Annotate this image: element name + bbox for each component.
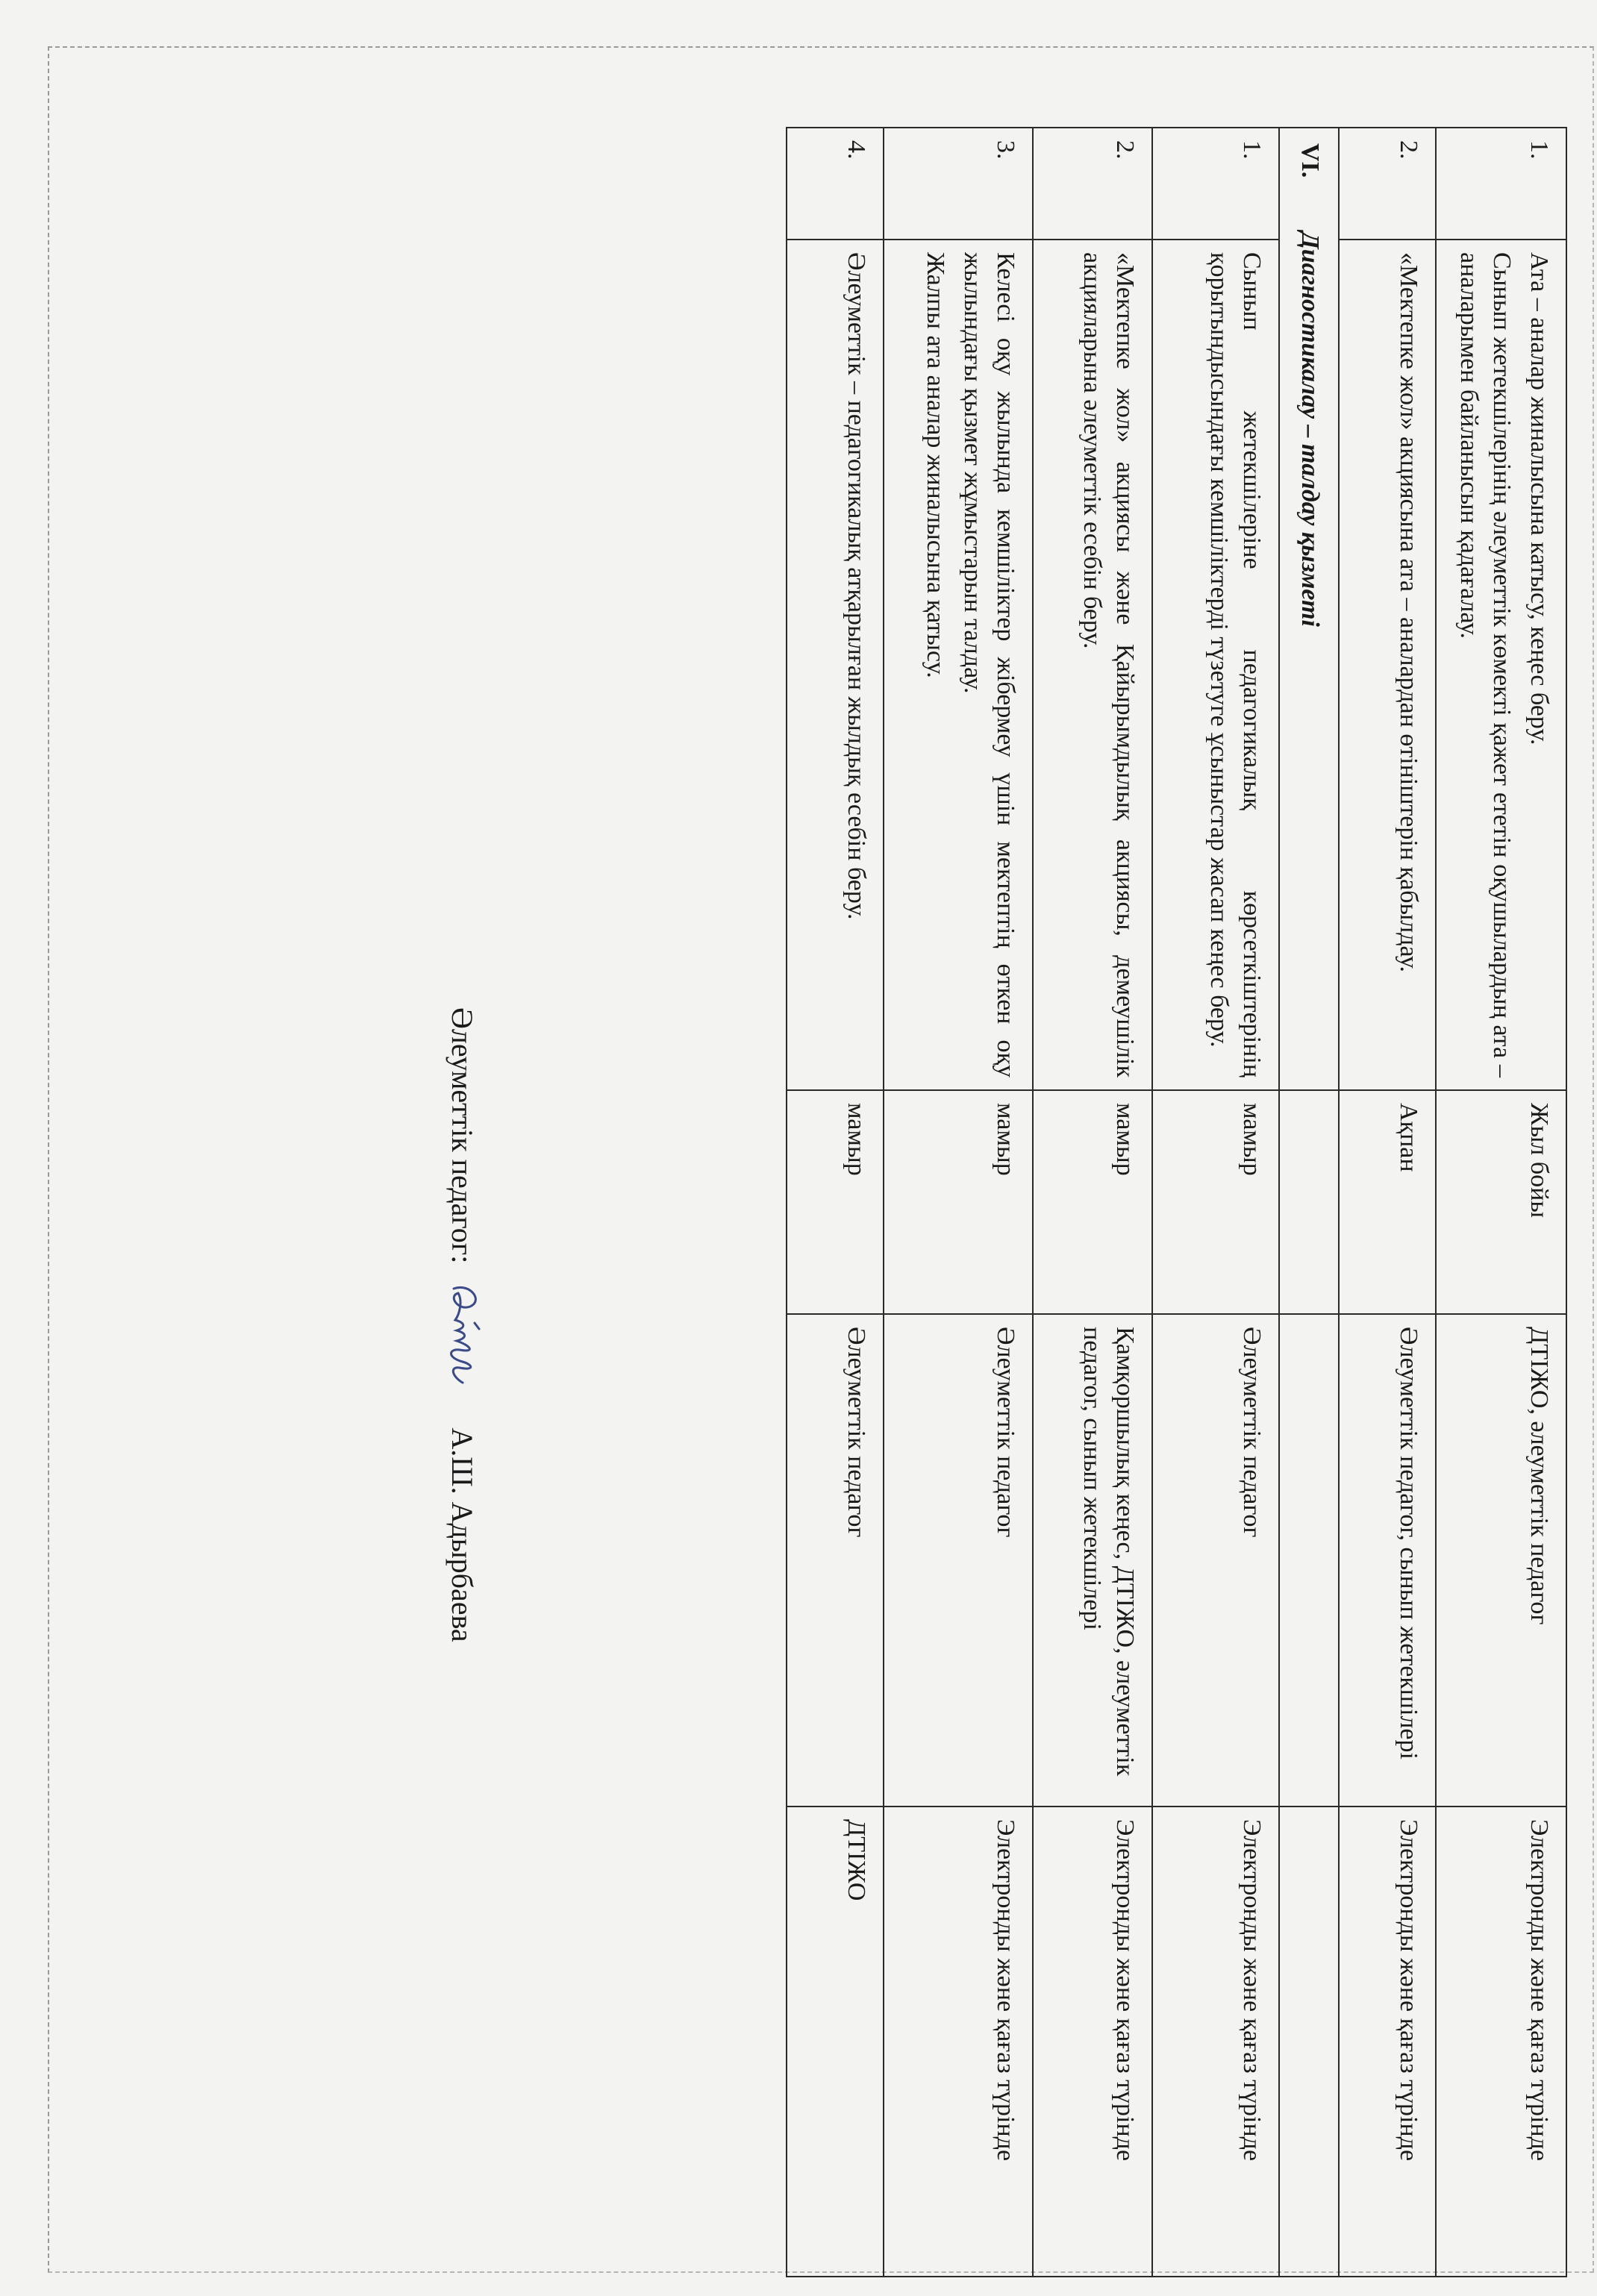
activity-line: «Мектепке жол» акциясына ата – аналардан өтініштерін қабылдау. [1395,252,1423,973]
activity-line: Сынып жетекшілерінің әлеуметтік көмекті қажет ететін оқушылардың ата – аналарымен байланысын қадағалау. [1454,252,1516,1077]
responsible-cell: Әлеуметтік педагог [1152,1314,1279,1807]
activity-cell [787,240,884,1090]
table-row [884,128,1033,2277]
form-cell: Электронды және қағаз түрінде [884,1807,1033,2277]
empty-cell [1279,1090,1339,1314]
row-number: 1. [1436,128,1566,240]
signer-role: Әлеуметтік педагог: [446,1007,480,1264]
responsible-cell: Әлеуметтік педагог, сынып жетекшілері [1339,1314,1436,1807]
empty-cell [1279,1314,1339,1807]
activity-line: Келесі оқу жылында кемшіліктер жібермеу үшін мектептің өткен оқу жылындағы қызмет жұмыстарын талдау. [959,252,1020,1077]
row-number: 3. [884,128,1033,240]
activity-line: Жалпы ата аналар жиналысына қатысу. [922,252,950,678]
section-header-row [1279,128,1339,2277]
responsible-cell: ДТІЖО, әлеуметтік педагог [1436,1314,1566,1807]
form-cell: Электронды және қағаз түрінде [1152,1807,1279,2277]
form-cell: Электронды және қағаз түрінде [1339,1807,1436,2277]
empty-cell [1279,1807,1339,2277]
activity-cell [1033,240,1152,1090]
signature-line [433,1007,493,1642]
row-number: 4. [787,128,884,240]
time-cell: мамыр [884,1090,1033,1314]
time-cell: Жыл бойы [1436,1090,1566,1314]
activity-cell [1436,240,1566,1090]
activity-cell [1152,240,1279,1090]
activity-line: Сынып жетекшілеріне педагогикалық көрсеткіштерінің қорытындысындағы кемшіліктерді түзетуге ұсыныстар жасап кеңес беру. [1205,252,1266,1077]
section-title-cell [1279,128,1339,1090]
table-row [1339,128,1436,2277]
activity-cell [1339,240,1436,1090]
form-cell: Электронды және қағаз түрінде [1033,1807,1152,2277]
table-row [1436,128,1566,2277]
signer-name: А.Ш. Адырбаева [446,1427,480,1642]
time-cell: мамыр [787,1090,884,1314]
section-title: Диагностикалау – талдау қызметі [1296,231,1325,627]
table-row [1152,128,1279,2277]
plan-table [786,127,1567,2277]
section-number: VI. [1296,143,1325,178]
responsible-cell: Әлеуметтік педагог [884,1314,1033,1807]
form-cell: Электронды және қағаз түрінде [1436,1807,1566,2277]
time-cell: Ақпан [1339,1090,1436,1314]
activity-line: Ата – аналар жиналысына катысу, кеңес беру. [1525,252,1553,745]
row-number: 2. [1033,128,1152,240]
time-cell: мамыр [1033,1090,1152,1314]
activity-line: Әлеуметтік – педагогикалық атқарылған жылдық есебін беру. [843,252,871,920]
time-cell: мамыр [1152,1090,1279,1314]
activity-line: «Мектепке жол» акциясы және Қайырымдылық акциясы, демеушілік акцияларына әлеуметтік есебін беру. [1078,252,1140,1077]
responsible-cell: Қамқоршылық кеңес, ДТІЖО, әлеуметтік педагог, сынып жетекшілері [1033,1314,1152,1807]
form-cell: ДТІЖО [787,1807,884,2277]
plan-table-body [787,128,1566,2277]
row-number: 1. [1152,128,1279,240]
table-row [787,128,884,2277]
rotated-page [336,127,1567,2276]
handwritten-signature [433,1278,493,1390]
table-row [1033,128,1152,2277]
row-number: 2. [1339,128,1436,240]
responsible-cell: Әлеуметтік педагог [787,1314,884,1807]
activity-cell [884,240,1033,1090]
